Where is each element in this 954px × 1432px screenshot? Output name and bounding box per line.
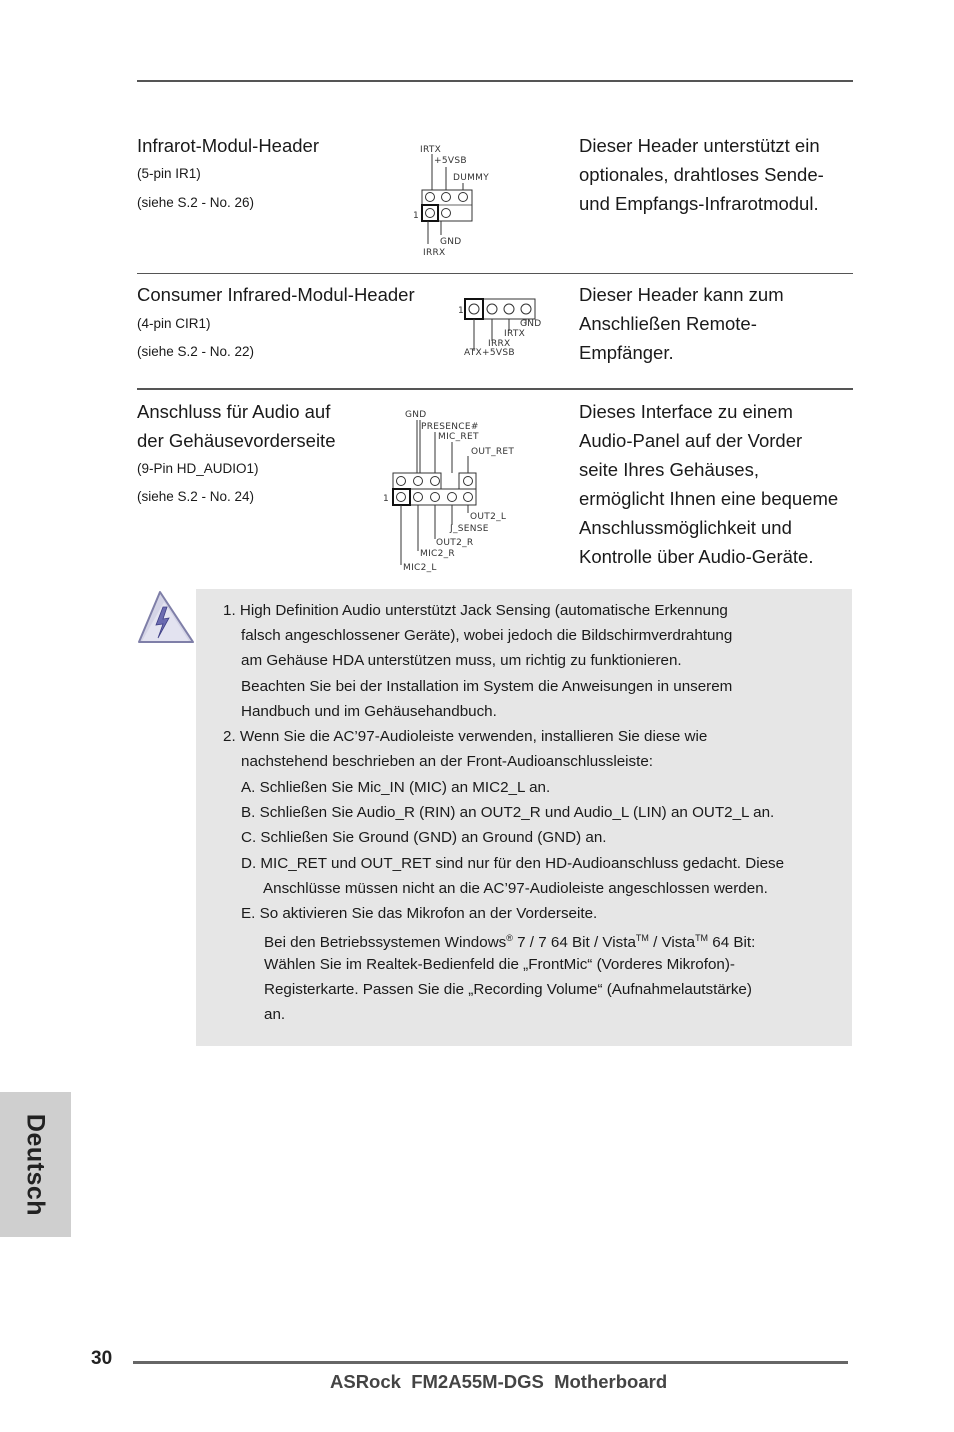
desc-line: Audio-Panel auf der Vorder bbox=[579, 430, 803, 451]
note-line: A. Schließen Sie Mic_IN (MIC) an MIC2_L an. bbox=[241, 779, 551, 796]
pin-label-mic-ret: MIC_RET bbox=[438, 432, 479, 442]
pin-label-gnd: GND bbox=[405, 410, 427, 420]
pin-label-irrx: IRRX bbox=[423, 248, 446, 258]
note-line: E. So aktivieren Sie das Mikrofon an der Vorderseite. bbox=[241, 905, 598, 922]
audio-header-description bbox=[579, 397, 838, 571]
cir-header-title: Consumer Infrared-Modul-Header bbox=[137, 284, 415, 305]
pin-label-dummy: DUMMY bbox=[453, 173, 490, 183]
pin-label-5vsb: +5VSB bbox=[434, 156, 467, 166]
pin-label-one: 1 bbox=[383, 494, 390, 504]
note-line: am Gehäuse HDA unterstützen muss, um richtig zu funktionieren. bbox=[241, 652, 682, 669]
desc-line: Anschließen Remote- bbox=[579, 313, 757, 334]
pin-label-one: 1 bbox=[458, 306, 465, 316]
pin-label-atx5vsb: ATX+5VSB bbox=[464, 348, 515, 358]
ir-header-pin-count: (5-pin IR1) bbox=[137, 166, 201, 181]
desc-line: Dieses Interface zu einem bbox=[579, 401, 793, 422]
note-line: B. Schließen Sie Audio_R (RIN) an OUT2_R und Audio_L (LIN) an OUT2_L an. bbox=[241, 804, 775, 821]
ir-header-title: Infrarot-Modul-Header bbox=[137, 135, 319, 156]
note-line: Anschlüsse müssen nicht an die AC’97-Audioleiste angeschlossen werden. bbox=[263, 880, 768, 897]
note-line: Beachten Sie bei der Installation im System die Anweisungen in unserem bbox=[241, 678, 733, 695]
pin-label-irtx: IRTX bbox=[420, 145, 442, 155]
note-line: nachstehend beschrieben an der Front-Audioanschlussleiste: bbox=[241, 753, 654, 770]
pin-label-gnd: GND bbox=[440, 237, 462, 247]
language-tab-label: Deutsch bbox=[21, 1113, 50, 1217]
desc-line: optionales, drahtloses Sende- bbox=[579, 164, 824, 185]
registered-mark: ® bbox=[506, 933, 513, 943]
page-number: 30 bbox=[91, 1348, 113, 1369]
desc-line: seite Ihres Gehäuses, bbox=[579, 459, 759, 480]
pin-label-mic2-l: MIC2_L bbox=[403, 563, 437, 573]
cir-header-diagram bbox=[454, 293, 554, 358]
cir-header-pin-count: (4-pin CIR1) bbox=[137, 316, 211, 331]
section-divider bbox=[137, 388, 853, 390]
note-line: Registerkarte. Passen Sie die „Recording Volume“ (Aufnahmelautstärke) bbox=[264, 981, 752, 998]
title-line: Anschluss für Audio auf bbox=[137, 401, 331, 422]
audio-header-pin-count: (9-Pin HD_AUDIO1) bbox=[137, 461, 259, 476]
title-line: der Gehäusevorderseite bbox=[137, 430, 336, 451]
note-line: Handbuch und im Gehäusehandbuch. bbox=[241, 703, 497, 720]
desc-line: Anschlussmöglichkeit und bbox=[579, 517, 792, 538]
note-os-line bbox=[264, 926, 755, 955]
note-line: Wählen Sie im Realtek-Bedienfeld die „FrontMic“ (Vorderes Mikrofon)- bbox=[264, 956, 735, 973]
audio-header-diagram bbox=[380, 403, 520, 575]
ir-header-diagram bbox=[408, 140, 508, 260]
note-line: D. MIC_RET und OUT_RET sind nur für den HD-Audioanschluss gedacht. Diese bbox=[241, 855, 785, 872]
desc-line: Empfänger. bbox=[579, 342, 674, 363]
pin-label-irrx: IRRX bbox=[488, 339, 511, 349]
section-divider bbox=[137, 273, 853, 274]
audio-header-reference: (siehe S.2 - No. 24) bbox=[137, 489, 255, 504]
note-line: 1. High Definition Audio unterstützt Jack Sensing (automatische Erkennung bbox=[223, 602, 728, 619]
desc-line: Dieser Header kann zum bbox=[579, 284, 784, 305]
cir-header-description bbox=[579, 280, 784, 367]
pin-label-gnd: GND bbox=[520, 319, 542, 329]
pin-label-out2-r: OUT2_R bbox=[436, 538, 474, 548]
footer-rule bbox=[133, 1361, 848, 1364]
pin-label-mic2-r: MIC2_R bbox=[420, 549, 455, 559]
desc-line: Kontrolle über Audio-Geräte. bbox=[579, 546, 814, 567]
cir-header-reference: (siehe S.2 - No. 22) bbox=[137, 344, 255, 359]
audio-header-title bbox=[137, 397, 335, 455]
desc-line: Dieser Header unterstützt ein bbox=[579, 135, 820, 156]
pin-label-out-ret: OUT_RET bbox=[471, 447, 515, 457]
warning-icon bbox=[136, 589, 196, 649]
os-text: 64 Bit: bbox=[708, 934, 756, 952]
product-name: ASRock FM2A55M-DGS Motherboard bbox=[330, 1371, 668, 1392]
trademark-mark: TM bbox=[695, 933, 709, 943]
ir-header-reference: (siehe S.2 - No. 26) bbox=[137, 195, 255, 210]
note-line: falsch angeschlossener Geräte), wobei jedoch die Bildschirmverdrahtung bbox=[241, 627, 733, 644]
note-line: C. Schließen Sie Ground (GND) an Ground (GND) an. bbox=[241, 829, 607, 846]
os-text: 7 / 7 64 Bit / Vista bbox=[512, 934, 636, 952]
note-line: 2. Wenn Sie die AC’97-Audioleiste verwenden, installieren Sie diese wie bbox=[223, 728, 708, 745]
pin-label-one: 1 bbox=[413, 211, 420, 221]
ir-header-description bbox=[579, 131, 824, 218]
top-rule bbox=[137, 80, 853, 82]
os-text: Bei den Betriebssystemen Windows bbox=[264, 934, 507, 952]
trademark-mark: TM bbox=[635, 933, 649, 943]
note-line: an. bbox=[264, 1006, 286, 1023]
os-text: / Vista bbox=[648, 934, 696, 952]
pin-label-j-sense: J_SENSE bbox=[450, 524, 489, 534]
pin-label-presence: PRESENCE# bbox=[421, 422, 479, 432]
desc-line: und Empfangs-Infrarotmodul. bbox=[579, 193, 819, 214]
pin-label-out2-l: OUT2_L bbox=[470, 512, 507, 522]
pin-label-irtx: IRTX bbox=[504, 329, 526, 339]
desc-line: ermöglicht Ihnen eine bequeme bbox=[579, 488, 839, 509]
